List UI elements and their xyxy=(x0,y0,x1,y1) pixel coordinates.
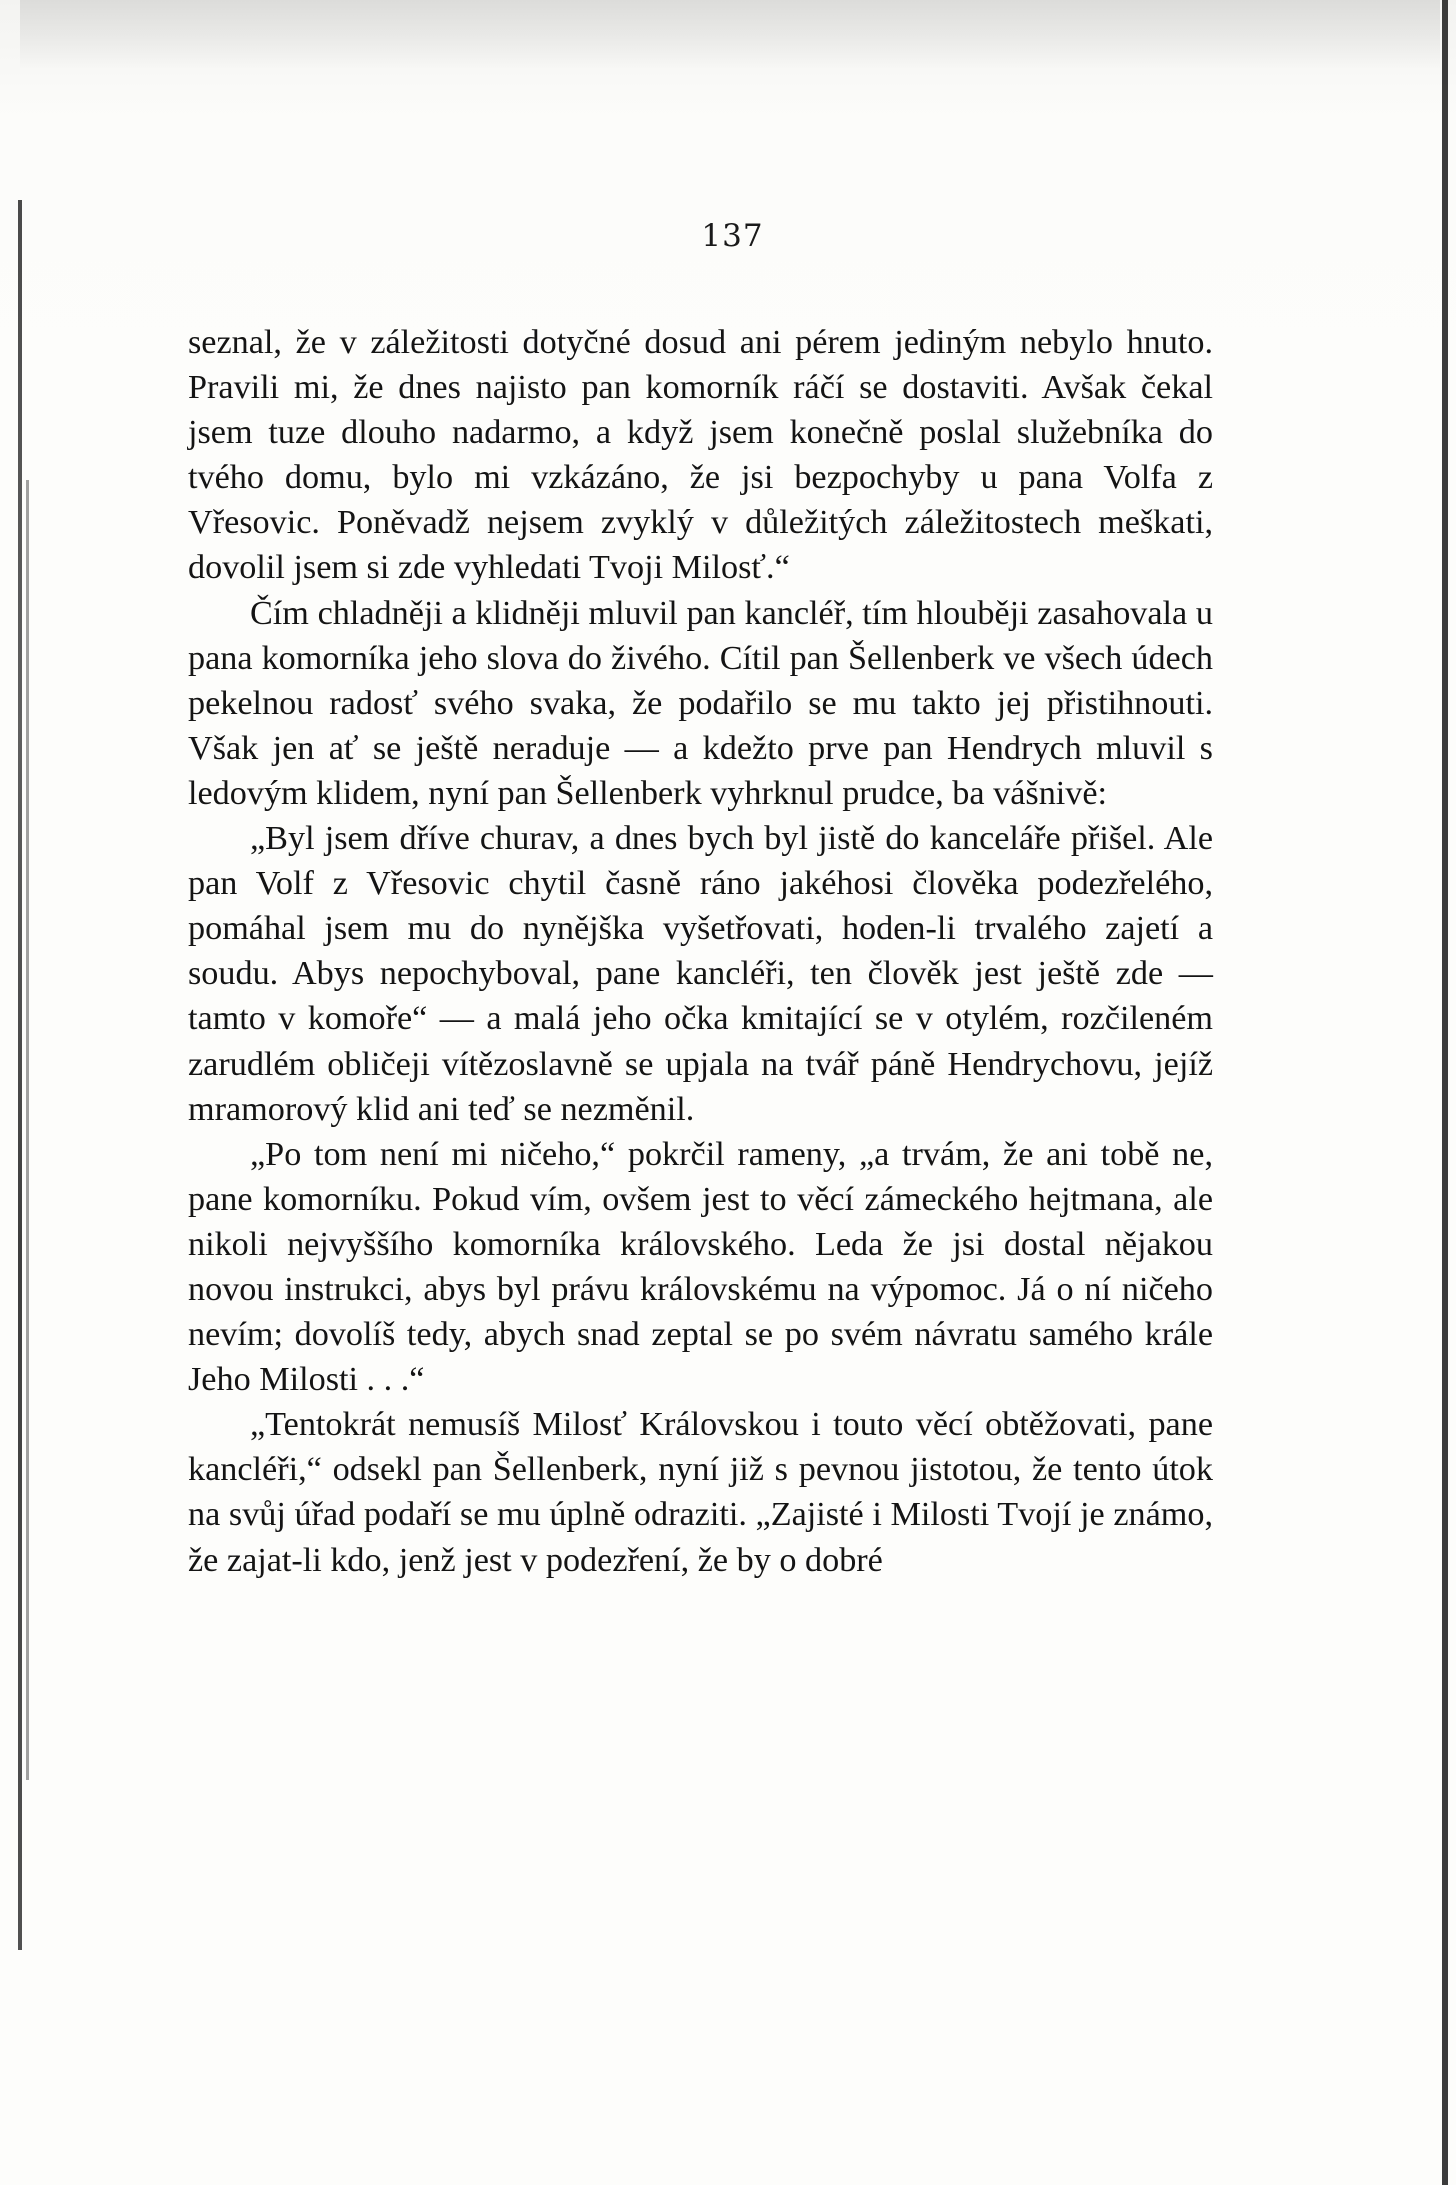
binding-edge-left-inner xyxy=(26,480,29,1780)
page-number: 137 xyxy=(701,218,764,254)
binding-edge-left xyxy=(18,200,22,1950)
paragraph: „Byl jsem dříve churav, a dnes bych byl jistě do kanceláře přišel. Ale pan Volf z Vřesovic chytil časně ráno jakéhosi člověka podezřelého, pomáhal jsem mu do nynějška vyšetřovati, hoden-li trvalého zajetí a soudu. Abys nepochyboval, pane kancléři, ten člověk jest ještě zde — tamto v komoře“ — a malá jeho očka kmitající se v otylém, rozčileném zarudlém obličeji vítězoslavně se upjala na tvář páně Hendrychovu, jejíž mramorový klid ani teď se nezměnil. xyxy=(188,820,1213,1128)
paragraph-continued: seznal, že v záležitosti dotyčné dosud ani pérem jediným nebylo hnuto. Pravili mi, že dnes najisto pan komorník ráčí se dostaviti. Avšak čekal jsem tuze dlouho nadarmo, a když jsem konečně poslal služebníka do tvého domu, bylo mi vzkázáno, že jsi bezpochyby u pana Volfa z Vřesovic. Poněvadž nejsem zvyklý v důležitých záležitostech meškati, dovolil jsem si zde vyhledati Tvoji Milosť.“ xyxy=(188,324,1213,587)
body-text xyxy=(188,320,1213,1583)
paragraph: Čím chladněji a klidněji mluvil pan kancléř, tím hlouběji zasahovala u pana komorníka jeho slova do živého. Cítil pan Šellenberk ve všech údech pekelnou radosť svého svaka, že podařilo se mu takto jej přistihnouti. Však jen ať se ještě neraduje — a kdežto prve pan Hendrych mluvil s ledovým klidem, nyní pan Šellenberk vyhrknul prudce, ba vášnivě: xyxy=(188,594,1213,812)
paragraph: „Tentokrát nemusíš Milosť Královskou i touto věcí obtěžovati, pane kancléři,“ odsekl pan Šellenberk, nyní již s pevnou jistotou, že tento útok na svůj úřad podaří se mu úplně odraziti. „Zajisté i Milosti Tvojí je známo, že zajat-li kdo, jenž jest v podezření, že by o dobré xyxy=(188,1406,1213,1579)
scan-edge-right xyxy=(1442,0,1448,2185)
paragraph: „Po tom není mi ničeho,“ pokrčil rameny, „a trvám, že ani tobě ne, pane komorníku. Pokud vím, ovšem jest to věcí zámeckého hejtmana, ale nikoli nejvyššího komorníka královského. Leda že jsi dostal nějakou novou instrukci, abys byl právu královskému na výpomoc. Já o ní ničeho nevím; dovolíš tedy, abych snad zeptal se po svém návratu samého krále Jeho Milosti . . .“ xyxy=(188,1135,1213,1399)
scan-top-shadow xyxy=(20,0,1440,70)
